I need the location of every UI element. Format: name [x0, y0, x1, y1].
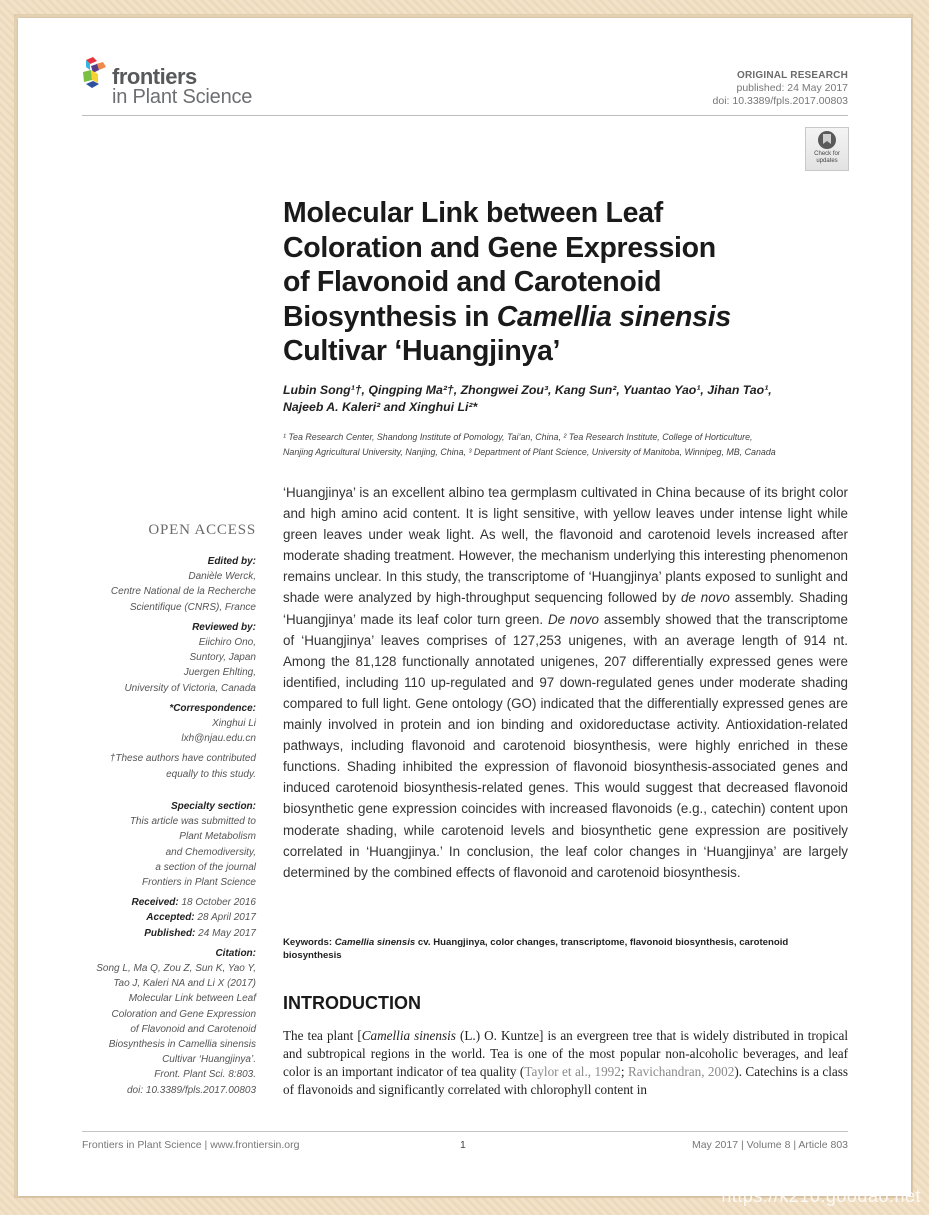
editor-line: Centre National de la Recherche: [110, 586, 256, 598]
accepted-value: 28 April 2017: [194, 912, 256, 924]
citation-doi[interactable]: doi: 10.3389/fpls.2017.00803: [127, 1084, 256, 1096]
page-number: 1: [460, 1139, 466, 1151]
author-list: [283, 382, 843, 416]
header-divider: [82, 115, 848, 116]
open-access-label: OPEN ACCESS: [148, 522, 256, 538]
journal-name: frontiers: [112, 64, 197, 89]
citation-line: Tao J, Kaleri NA and Li X (2017): [113, 978, 256, 990]
specialty-line: This article was submitted to: [129, 816, 256, 828]
editor-line: Scientifique (CNRS), France: [129, 601, 256, 613]
sidebar-editors: [66, 554, 256, 782]
introduction-text: [283, 1027, 848, 1099]
abstract-italic: de novo: [680, 590, 730, 606]
title-line: of Flavonoid and Carotenoid: [283, 266, 662, 298]
keywords: [283, 936, 848, 962]
reviewer-line: Suntory, Japan: [189, 652, 256, 664]
authors-line: Najeeb A. Kaleri² and Xinghui Li²*: [283, 400, 478, 414]
published-date: published: 24 May 2017: [736, 82, 848, 94]
affiliation-line: ¹ Tea Research Center, Shandong Institute of Pomology, Tai’an, China, ² Tea Research Institute, College of Horticulture,: [283, 432, 753, 442]
intro-text: ). Catechins is a class of flavonoids and significantly correlated with chlorophyll content in: [283, 1064, 849, 1097]
published-value: 24 May 2017: [195, 927, 256, 939]
check-for-updates-button[interactable]: [805, 127, 849, 171]
received-label: Received:: [131, 897, 179, 909]
footer-journal-url[interactable]: Frontiers in Plant Science | www.frontiersin.org: [82, 1139, 300, 1151]
section-heading-introduction: INTRODUCTION: [283, 993, 421, 1013]
footer-divider: [82, 1131, 848, 1132]
sidebar-article-info: [66, 799, 256, 1098]
correspondence-email[interactable]: lxh@njau.edu.cn: [181, 733, 256, 745]
watermark: https://k210.goodao.net: [721, 1186, 921, 1206]
editor-line: Danièle Werck,: [188, 571, 256, 583]
intro-text: (L.) O. Kuntze] is an evergreen tree that is widely distributed in tropical and subtropical regions in the world. Tea is one of the most popular non-alcoholic beverages, and leaf color is an important indicator of tea quality (: [283, 1028, 848, 1079]
title-line: [283, 300, 843, 335]
title-text: Biosynthesis in: [283, 300, 497, 333]
reviewer-line: Juergen Ehlting,: [183, 667, 256, 679]
reviewer-line: Eiichiro Ono,: [198, 637, 256, 649]
specialty-line: a section of the journal: [155, 861, 256, 873]
abstract-text: ‘Huangjinya’ is an excellent albino tea germplasm cultivated in China because of its bright color and high amino acid content. It is light sensitive, with yellow leaves under intense light while green leaves under weak light. As well, the flavonoid and carotenoid levels increased after moderate shading treatment. However, the mechanism underlying this interesting phenomenon remains unclear. In this study, the transcriptome of ‘Huangjinya’ plants exposed to sunlight and shade were analyzed by high-throughput sequencing followed by: [283, 485, 848, 606]
citation-line: of Flavonoid and Carotenoid: [130, 1023, 256, 1035]
journal-logo[interactable]: [82, 56, 282, 116]
edited-by-label: Edited by:: [207, 556, 256, 567]
reviewer-line: University of Victoria, Canada: [124, 682, 256, 694]
correspondence-label: *Correspondence:: [169, 702, 256, 714]
affiliations: [283, 430, 863, 460]
abstract-text: assembly showed that the transcriptome of ‘Huangjinya’ leaves comprises of 127,253 unigenes, with an average length of 914 nt. Among the 81,128 functionally annotated unigenes, 207 differentially expressed genes were identified, including 110 up-regulated and 97 down-regulated genes under moderate shading compared to full light. Gene ontology (GO) indicated that the differentially expressed genes are mainly involved in protein and ion binding and oxidoreductase activity. Antioxidation-related pathways, including flavonoid and carotenoid biosynthesis, were highly enriched in these functions. Shading inhibited the expression of flavonoid biosynthesis-associated genes and induced carotenoid biosynthesis-related genes. This would suggest that decreased flavonoid biosynthetic gene expression coincides with increased flavonoids (e.g., catechin) content upon moderate shading, while carotenoid levels and biosynthetic gene expression are positively correlated in ‘Huangjinya.’ In conclusion, the leaf color changes in ‘Huangjinya’ are largely determined by the combined effects of flavonoid and carotenoid biosynthesis.: [283, 611, 848, 880]
intro-text: ;: [620, 1064, 628, 1079]
keywords-label: Keywords:: [283, 937, 335, 948]
reviewed-by-label: Reviewed by:: [192, 621, 256, 633]
bookmark-icon: [818, 131, 836, 149]
citation-link[interactable]: Taylor et al., 1992: [524, 1064, 621, 1079]
check-for-updates-label: Check for updates: [814, 151, 840, 164]
citation-line: Biosynthesis in Camellia sinensis: [108, 1039, 256, 1051]
affiliation-line: Nanjing Agricultural University, Nanjing, China, ³ Department of Plant Science, University of Manitoba, Winnipeg, MB, Canada: [283, 447, 776, 457]
abstract-italic: De novo: [547, 611, 599, 627]
correspondence-name: Xinghui Li: [212, 718, 256, 730]
citation-line: Molecular Link between Leaf: [128, 993, 256, 1005]
article-type: ORIGINAL RESEARCH: [736, 70, 848, 81]
title-line: Molecular Link between Leaf: [283, 197, 663, 229]
title-line: Cultivar ‘Huangjinya’: [283, 335, 561, 367]
intro-species: Camellia sinensis: [361, 1028, 456, 1043]
authors-line: Lubin Song¹†, Qingping Ma²†, Zhongwei Zou³, Kang Sun², Yuantao Yao¹, Jihan Tao¹,: [283, 383, 772, 397]
footer-issue-info: May 2017 | Volume 8 | Article 803: [691, 1139, 848, 1151]
specialty-line: Plant Metabolism: [179, 831, 256, 843]
title-species: Camellia sinensis: [496, 300, 731, 333]
keywords-list: cv. Huangjinya, color changes, transcriptome, flavonoid biosynthesis, carotenoid biosynthesis: [283, 937, 789, 961]
journal-subtitle: in Plant Science: [112, 86, 253, 108]
title-line: Coloration and Gene Expression: [283, 231, 716, 264]
paper-page: [18, 18, 911, 1196]
published-date-sidebar: [66, 926, 256, 941]
paper-title: [283, 196, 843, 369]
equal-contribution-note: †These authors have contributed: [109, 753, 256, 765]
citation-line: Cultivar ‘Huangjinya’.: [162, 1054, 256, 1066]
specialty-section-label: Specialty section:: [170, 801, 256, 812]
citation-line: Song L, Ma Q, Zou Z, Sun K, Yao Y,: [96, 963, 256, 975]
citation-label: Citation:: [215, 947, 256, 959]
intro-text: The tea plant [: [283, 1028, 362, 1043]
citation-line: Coloration and Gene Expression: [111, 1008, 256, 1020]
equal-contribution-note: equally to this study.: [166, 768, 256, 780]
keyword-species: Camellia sinensis: [334, 937, 416, 948]
abstract-text: assembly. Shading ‘Huangjinya’ made its leaf color turn green.: [283, 590, 849, 627]
citation-link[interactable]: Ravichandran, 2002: [627, 1064, 735, 1079]
doi[interactable]: doi: 10.3389/fpls.2017.00803: [712, 95, 848, 107]
received-value: 18 October 2016: [178, 897, 256, 909]
citation-line: Front. Plant Sci. 8:803.: [154, 1069, 256, 1081]
accepted-label: Accepted:: [146, 912, 195, 924]
specialty-line: and Chemodiversity,: [165, 846, 256, 858]
abstract: [283, 482, 848, 883]
specialty-line: Frontiers in Plant Science: [142, 877, 256, 889]
received-date: [66, 895, 256, 910]
published-label: Published:: [144, 927, 196, 939]
frontiers-cubes-icon: [82, 56, 112, 96]
accepted-date: [66, 910, 256, 925]
